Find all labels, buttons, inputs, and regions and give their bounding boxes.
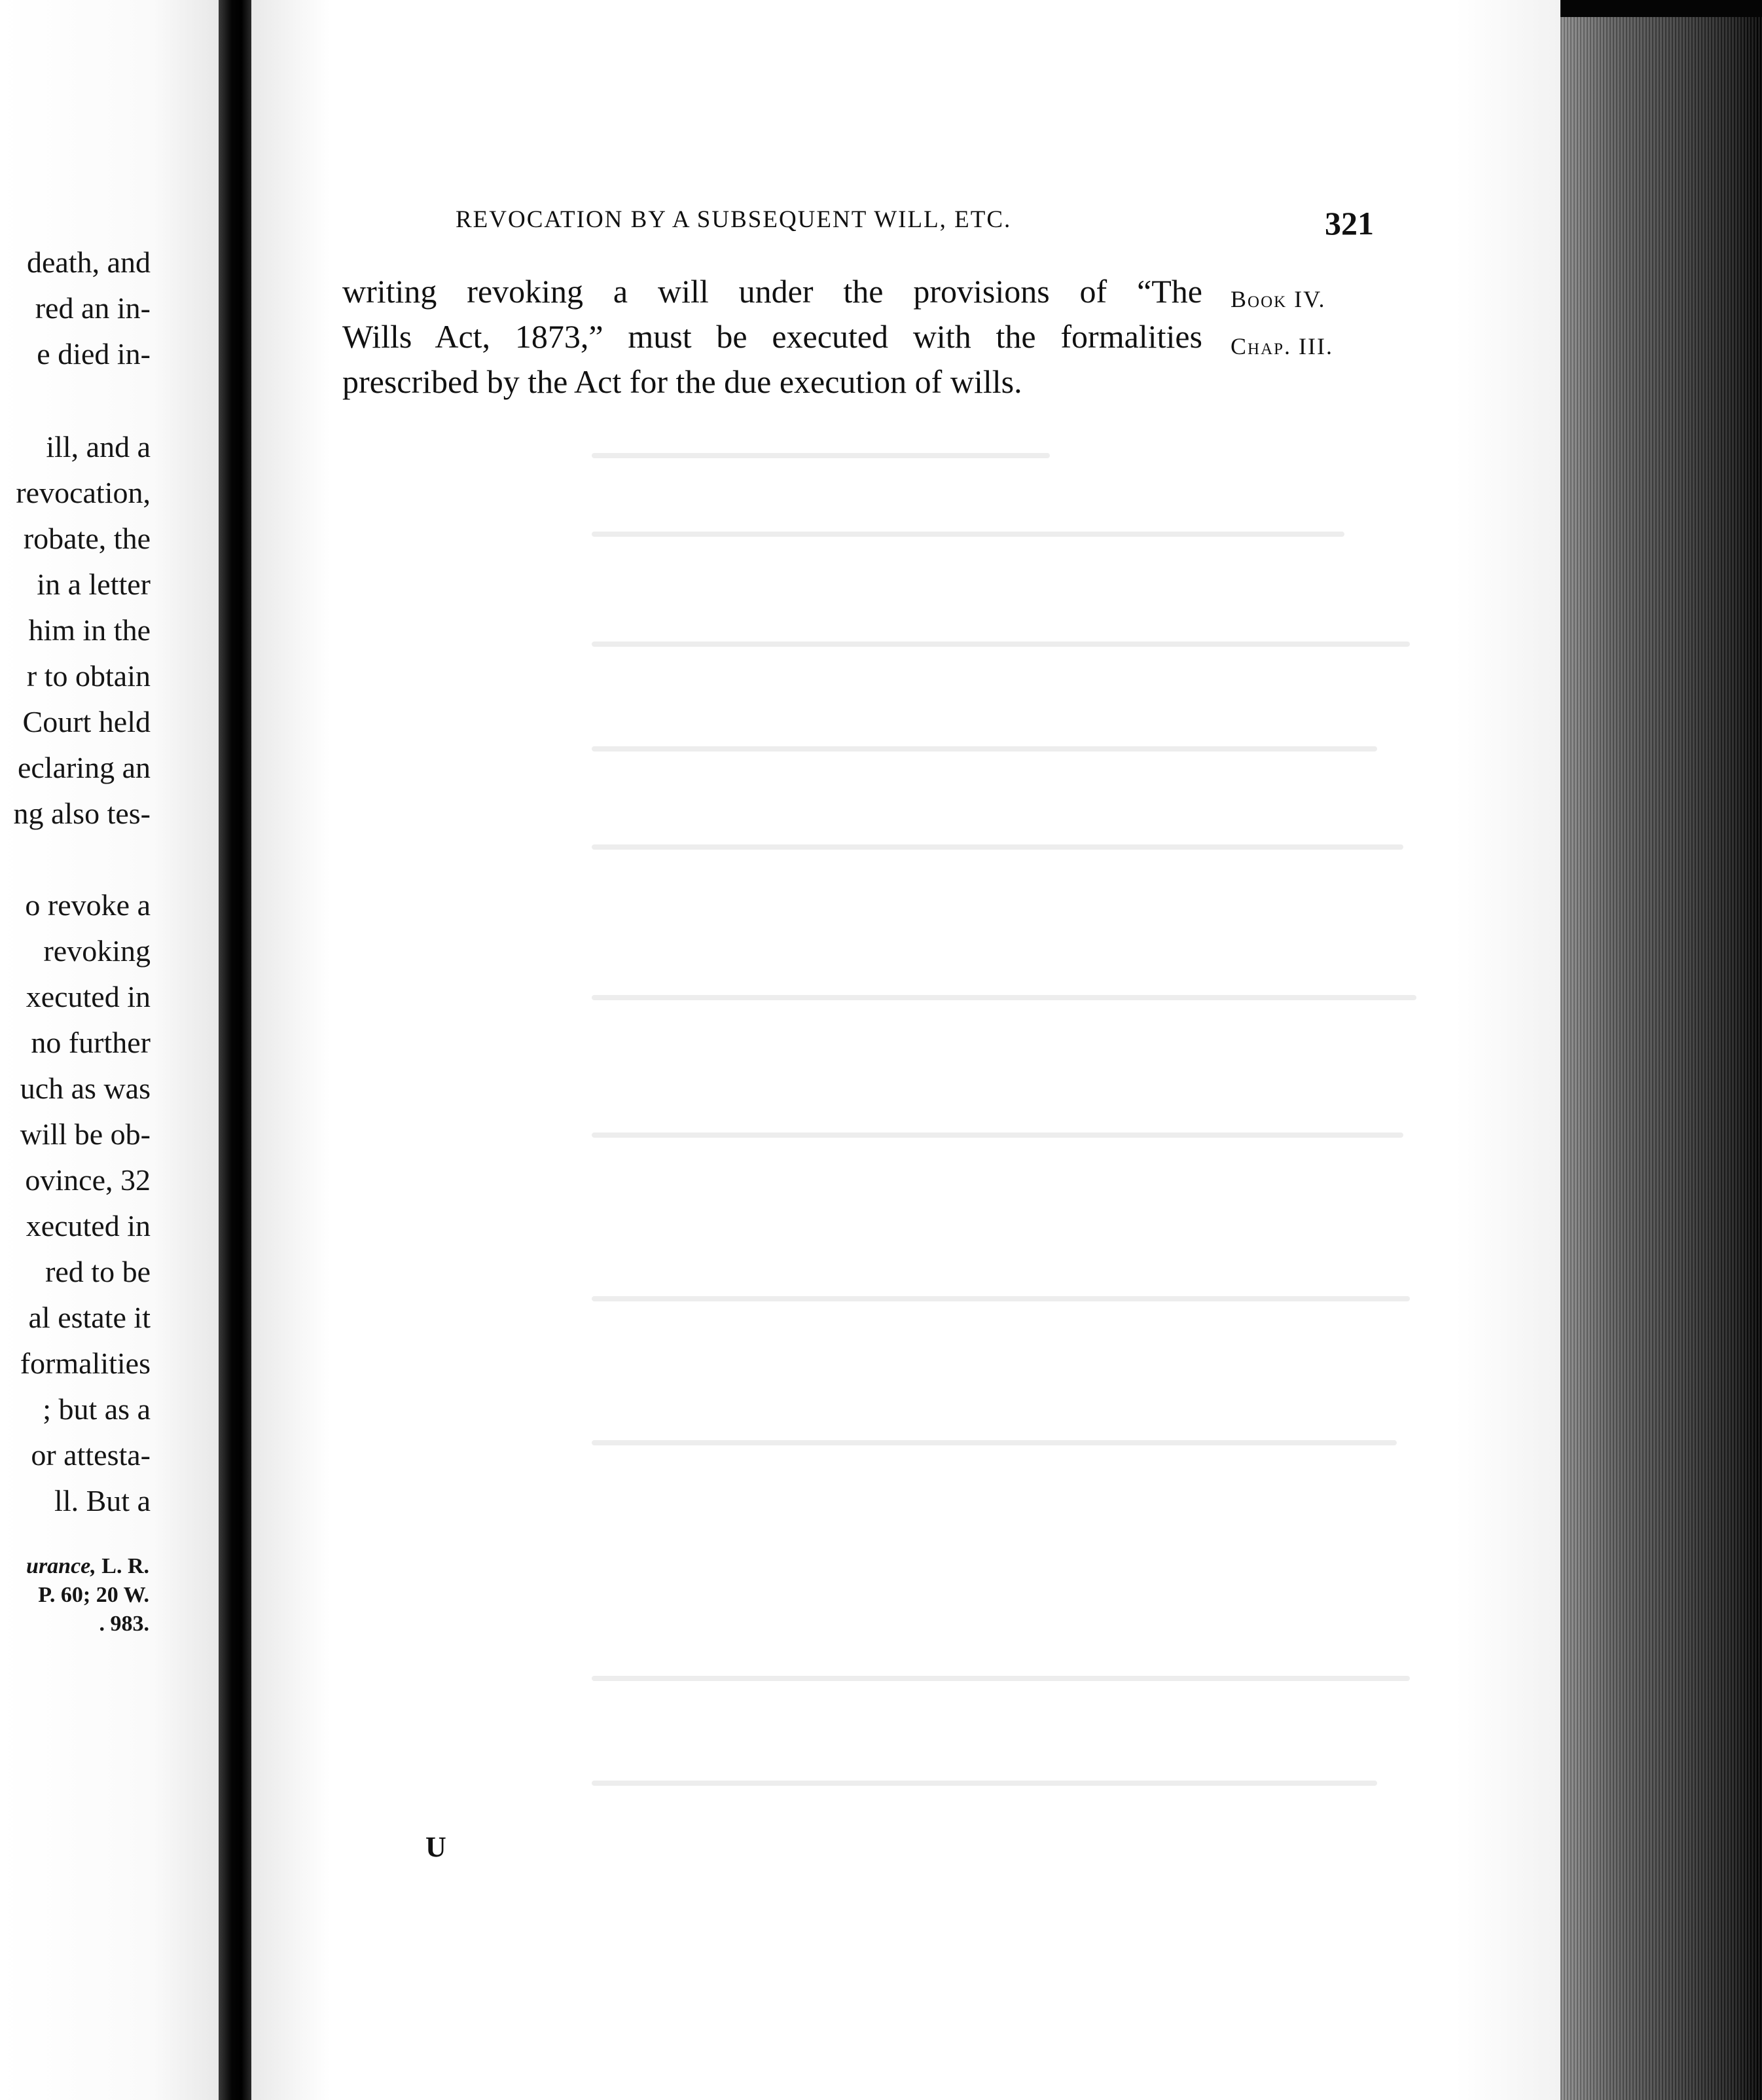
show-through-mark (592, 995, 1416, 1000)
left-footnote-line (26, 1555, 149, 1578)
left-footnote-italic: urance, (26, 1554, 96, 1578)
left-page-line: robate, the (23, 522, 151, 555)
left-page-line: al estate it (28, 1301, 151, 1334)
left-page-line: formalities (20, 1347, 151, 1380)
page-number: 321 (1325, 205, 1374, 242)
left-page-line: eclaring an (17, 751, 151, 784)
left-footnote-text: L. R. (96, 1554, 149, 1578)
left-page-line: o revoke a (25, 888, 151, 922)
left-page-line: ill, and a (46, 430, 151, 463)
left-page-line: red to be (45, 1255, 151, 1288)
show-through-mark (592, 1676, 1410, 1681)
book-top-edge (1560, 0, 1762, 17)
left-page-line: no further (31, 1026, 151, 1059)
show-through-mark (592, 746, 1377, 751)
show-through-mark (592, 844, 1403, 850)
body-text-line: writing revoking a will under the provisions of “The (342, 273, 1202, 310)
left-facing-page (0, 0, 219, 2100)
left-page-line: revoking (43, 934, 151, 968)
body-text-line: prescribed by the Act for the due execution of wills. (342, 363, 1022, 400)
left-page-line: xecuted in (26, 980, 151, 1013)
left-page-line: r to obtain (26, 659, 151, 693)
show-through-mark (592, 1781, 1377, 1786)
left-page-line: him in the (28, 613, 151, 647)
left-page-line: revocation, (16, 476, 151, 509)
margin-note-book: Book IV. (1231, 286, 1326, 312)
signature-mark: U (425, 1831, 446, 1863)
left-page-line: will be ob- (20, 1117, 151, 1151)
left-footnote-line: . 983. (99, 1612, 149, 1636)
left-page-line: in a letter (37, 568, 151, 601)
show-through-mark (592, 642, 1410, 647)
left-page-line: e died in- (37, 337, 151, 371)
show-through-mark (592, 1296, 1410, 1301)
left-page-line: xecuted in (26, 1209, 151, 1242)
show-through-mark (592, 1440, 1397, 1445)
body-text-line: Wills Act, 1873,” must be executed with the formalities (342, 318, 1202, 355)
left-page-line: Court held (22, 705, 151, 738)
main-page (251, 0, 1560, 2100)
left-page-line: ng also tes- (13, 797, 151, 830)
left-page-line: ovince, 32 (25, 1163, 151, 1197)
running-head: REVOCATION BY A SUBSEQUENT WILL, ETC. (456, 206, 1012, 233)
left-footnote-line: P. 60; 20 W. (38, 1583, 149, 1607)
left-page-line: ll. But a (54, 1484, 151, 1517)
book-fore-edge (1560, 0, 1762, 2100)
margin-note-chapter: Chap. III. (1231, 333, 1333, 359)
left-page-line: ; but as a (43, 1392, 151, 1426)
show-through-mark (592, 532, 1344, 537)
left-page-line: death, and (26, 245, 151, 279)
left-page-line: uch as was (20, 1072, 151, 1105)
left-page-line: red an in- (35, 291, 151, 325)
show-through-mark (592, 453, 1050, 458)
left-page-line: or attesta- (31, 1438, 151, 1472)
show-through-mark (592, 1132, 1403, 1138)
binding-gutter (219, 0, 251, 2100)
